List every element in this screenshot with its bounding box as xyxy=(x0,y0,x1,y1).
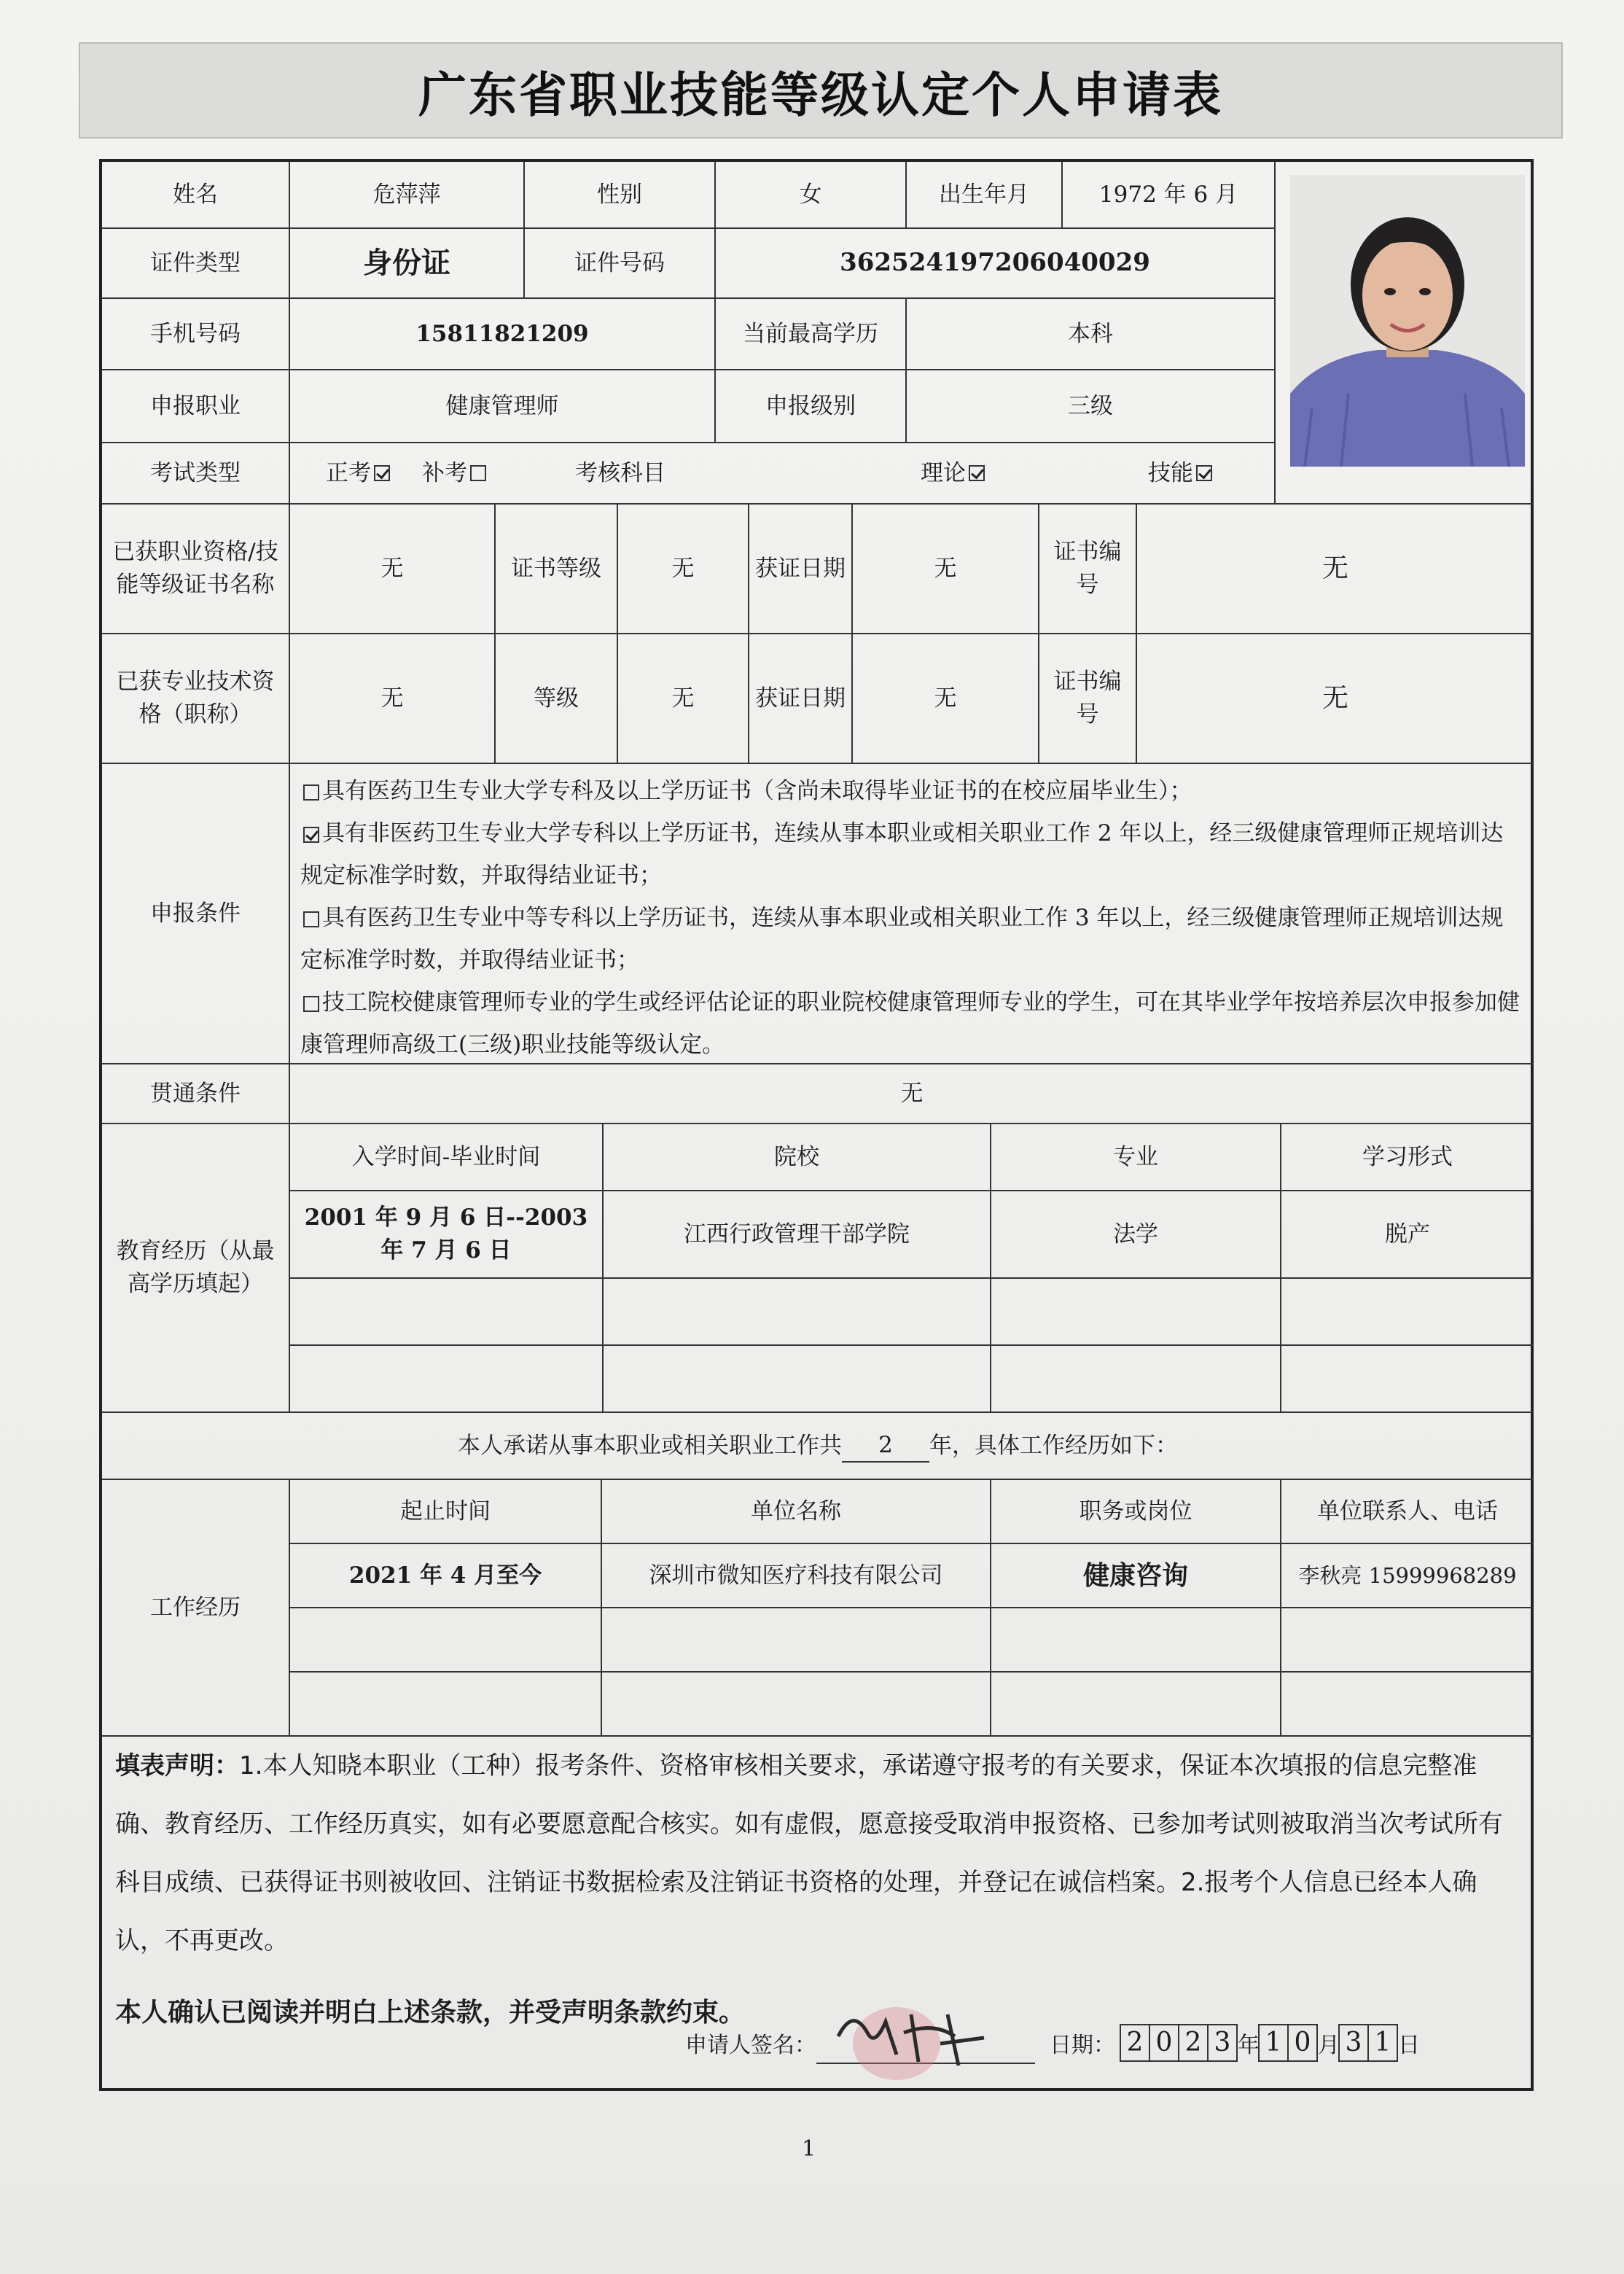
label-link-condition: 贯通条件 xyxy=(102,1064,290,1124)
skill-label: 技能 xyxy=(1148,459,1193,486)
theory-checkbox[interactable] xyxy=(969,465,985,481)
month-digit-2: 0 xyxy=(1287,2024,1318,2062)
edu-row1-time: 2001 年 9 月 6 日--2003 年 7 月 6 日 xyxy=(290,1191,604,1279)
work-row3-time xyxy=(290,1673,602,1737)
edu-row1-mode: 脱产 xyxy=(1281,1191,1534,1279)
work-promise-suffix: 年，具体工作经历如下： xyxy=(929,1432,1178,1459)
condition-1-checkbox[interactable] xyxy=(303,784,319,801)
label-gender: 性别 xyxy=(525,162,716,229)
work-row2-position xyxy=(991,1608,1281,1673)
signature-image xyxy=(816,1993,1035,2080)
edu-row3-mode xyxy=(1281,1346,1534,1413)
label-pro-date: 获证日期 xyxy=(749,634,853,764)
edu-row1-major: 法学 xyxy=(991,1191,1281,1279)
signature-row xyxy=(685,2022,1420,2063)
value-name: 危萍萍 xyxy=(290,162,525,229)
year-unit: 年 xyxy=(1238,2033,1260,2058)
sign-label: 申请人签名： xyxy=(685,2033,816,2058)
year-digit-3: 2 xyxy=(1178,2024,1209,2062)
declaration-text xyxy=(115,1737,1522,1970)
work-row1-company: 深圳市微知医疗科技有限公司 xyxy=(602,1544,991,1608)
date-label: 日期： xyxy=(1050,2033,1115,2058)
exam-regular-checkbox[interactable] xyxy=(374,465,390,481)
work-promise-years: 2 xyxy=(842,1429,929,1463)
label-exam-type: 考试类型 xyxy=(102,443,290,505)
edu-header-time: 入学时间-毕业时间 xyxy=(290,1124,604,1191)
value-occupation: 健康管理师 xyxy=(290,370,716,443)
label-cert-date: 获证日期 xyxy=(749,505,853,634)
value-phone: 15811821209 xyxy=(290,299,716,370)
edu-row2-school xyxy=(604,1279,991,1346)
work-row1-position: 健康咨询 xyxy=(991,1544,1281,1608)
label-pro-no: 证书编号 xyxy=(1039,634,1137,764)
exam-regular-label: 正考 xyxy=(326,459,371,486)
exam-type-options xyxy=(290,443,525,505)
label-birth: 出生年月 xyxy=(907,162,1063,229)
label-cert-no: 证书编号 xyxy=(1039,505,1137,634)
exam-makeup-label: 补考 xyxy=(422,459,467,486)
skill-checkbox[interactable] xyxy=(1196,465,1212,481)
work-header-contact: 单位联系人、电话 xyxy=(1281,1480,1534,1544)
label-cert-name: 已获职业资格/技能等级证书名称 xyxy=(102,505,290,634)
month-unit: 月 xyxy=(1318,2033,1340,2058)
value-birth: 1972 年 6 月 xyxy=(1063,162,1276,229)
edu-header-school: 院校 xyxy=(604,1124,991,1191)
work-row1-contact: 李秋亮 15999968289 xyxy=(1281,1544,1534,1608)
edu-row3-major xyxy=(991,1346,1281,1413)
signature-field[interactable] xyxy=(816,2022,1035,2064)
work-header-company: 单位名称 xyxy=(602,1480,991,1544)
value-pro-date: 无 xyxy=(853,634,1039,764)
year-digit-4: 3 xyxy=(1207,2024,1238,2062)
edu-row3-school xyxy=(604,1346,991,1413)
declaration-confirm: 本人确认已阅读并明白上述条款，并受声明条款约束。 xyxy=(115,1998,746,2028)
month-digit-1: 1 xyxy=(1258,2024,1289,2062)
application-form xyxy=(99,159,1534,2091)
day-unit: 日 xyxy=(1398,2033,1420,2058)
label-pro-level: 等级 xyxy=(496,634,618,764)
edu-row2-mode xyxy=(1281,1279,1534,1346)
year-digit-1: 2 xyxy=(1120,2024,1150,2062)
value-id-number: 362524197206040029 xyxy=(716,229,1276,299)
declaration-body: 1.本人知晓本职业（工种）报考条件、资格审核相关要求，承诺遵守报考的有关要求，保证本次填报的信息完整准确、教育经历、工作经历真实，如有必要愿意配合核实。如有虚假，愿意接受取消申报资格、已参加考试则被取消当次考试所有科目成绩、已获得证书则被收回、注销证书数据检索及注销证书资格的处理，并登记在诚信档案。2.报考个人信息已经本人确认，不再更改。 xyxy=(115,1751,1503,1955)
value-gender: 女 xyxy=(716,162,907,229)
portrait-image xyxy=(1290,175,1525,467)
label-pro-title: 已获专业技术资格（职称） xyxy=(102,634,290,764)
work-row1-time: 2021 年 4 月至今 xyxy=(290,1544,602,1608)
applicant-photo xyxy=(1290,175,1525,467)
value-cert-level: 无 xyxy=(618,505,749,634)
work-row2-company xyxy=(602,1608,991,1673)
conditions-list xyxy=(290,764,1534,1064)
label-level: 申报级别 xyxy=(716,370,907,443)
work-promise-prefix: 本人承诺从事本职业或相关职业工作共 xyxy=(458,1432,842,1459)
title-band xyxy=(79,42,1563,139)
value-link-condition: 无 xyxy=(290,1064,1534,1124)
work-row3-company xyxy=(602,1673,991,1737)
value-cert-no: 无 xyxy=(1137,505,1534,634)
label-conditions: 申报条件 xyxy=(102,764,290,1064)
value-level: 三级 xyxy=(907,370,1276,443)
value-cert-name: 无 xyxy=(290,505,496,634)
edu-row3-time xyxy=(290,1346,604,1413)
label-education-history: 教育经历（从最高学历填起） xyxy=(102,1124,290,1413)
work-row2-contact xyxy=(1281,1608,1534,1673)
value-education: 本科 xyxy=(907,299,1276,370)
work-header-time: 起止时间 xyxy=(290,1480,602,1544)
form-title: 广东省职业技能等级认定个人申请表 xyxy=(418,66,1223,123)
work-row2-time xyxy=(290,1608,602,1673)
work-promise xyxy=(102,1413,1534,1480)
label-work-history: 工作经历 xyxy=(102,1480,290,1737)
condition-item-2: 具有非医药卫生专业大学专科以上学历证书，连续从事本职业或相关职业工作 2 年以上，经三级健康管理师正规培训达规定标准学时数，并取得结业证书； xyxy=(300,820,1504,889)
label-subjects: 考核科目 xyxy=(525,443,716,505)
value-cert-date: 无 xyxy=(853,505,1039,634)
theory-label: 理论 xyxy=(921,459,966,486)
label-name: 姓名 xyxy=(102,162,290,229)
subject-options xyxy=(716,443,1276,505)
edu-row2-major xyxy=(991,1279,1281,1346)
label-occupation: 申报职业 xyxy=(102,370,290,443)
day-digit-2: 1 xyxy=(1367,2024,1398,2062)
label-id-type: 证件类型 xyxy=(102,229,290,299)
exam-makeup-checkbox[interactable] xyxy=(470,465,486,481)
condition-4-checkbox[interactable] xyxy=(303,996,319,1012)
condition-2-checkbox[interactable] xyxy=(303,827,319,843)
label-education: 当前最高学历 xyxy=(716,299,907,370)
year-digit-2: 0 xyxy=(1149,2024,1179,2062)
day-digit-1: 3 xyxy=(1338,2024,1369,2062)
condition-3-checkbox[interactable] xyxy=(303,911,319,927)
value-pro-level: 无 xyxy=(618,634,749,764)
label-phone: 手机号码 xyxy=(102,299,290,370)
work-row3-contact xyxy=(1281,1673,1534,1737)
value-pro-title: 无 xyxy=(290,634,496,764)
label-cert-level: 证书等级 xyxy=(496,505,618,634)
value-id-type: 身份证 xyxy=(290,229,525,299)
condition-item-4: 技工院校健康管理师专业的学生或经评估论证的职业院校健康管理师专业的学生，可在其毕业学年按培养层次申报参加健康管理师高级工(三级)职业技能等级认定。 xyxy=(300,989,1520,1058)
condition-item-3: 具有医药卫生专业中等专科以上学历证书，连续从事本职业或相关职业工作 3 年以上，经三级健康管理师正规培训达规定标准学时数，并取得结业证书； xyxy=(300,905,1504,973)
edu-header-mode: 学习形式 xyxy=(1281,1124,1534,1191)
condition-item-1: 具有医药卫生专业大学专科及以上学历证书（含尚未取得毕业证书的在校应届毕业生）； xyxy=(300,770,1523,812)
edu-row1-school: 江西行政管理干部学院 xyxy=(604,1191,991,1279)
declaration-head: 填表声明： xyxy=(115,1751,239,1780)
work-header-position: 职务或岗位 xyxy=(991,1480,1281,1544)
edu-header-major: 专业 xyxy=(991,1124,1281,1191)
page-number: 1 xyxy=(802,2136,816,2162)
edu-row2-time xyxy=(290,1279,604,1346)
value-pro-no: 无 xyxy=(1137,634,1534,764)
label-id-number: 证件号码 xyxy=(525,229,716,299)
work-row3-position xyxy=(991,1673,1281,1737)
